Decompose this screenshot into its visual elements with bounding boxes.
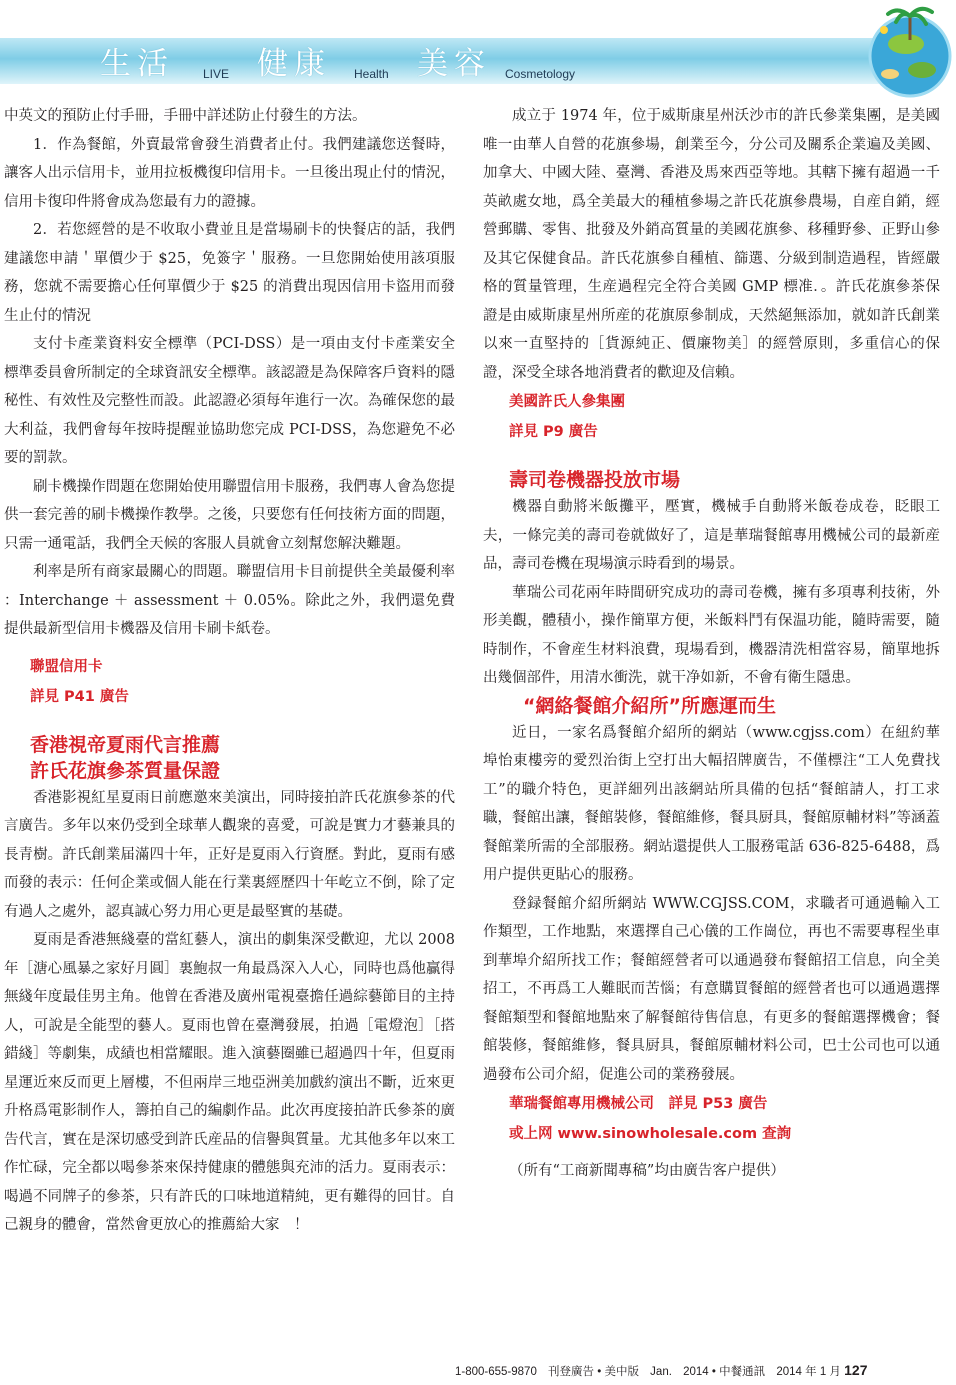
footer-publication: 刊登廣告 • 美中版 — [548, 1366, 639, 1378]
article-paragraph: 香港影視紅星夏雨日前應邀來美演出，同時接拍許氏花旗參茶的代言廣告。多年以來仍受到全球華人觀衆的喜愛，可說是實力才藝兼具的長青樹。許氏創業届滿四十年，正好是夏雨入行資歷。對此，夏雨有感而發的表示：任何企業或個人能在行業裏經歷四十年屹立不倒，除了定有過人之處外，認真誠心努力用心更是最堅實的基礎。 — [4, 789, 455, 920]
article-paragraph: 登録餐館介紹所網站 WWW.CGJSS.COM，求職者可通過輸入工作類型，工作地點，來選擇自己心儀的工作崗位，再也不需要專程坐車到華埠介紹所找工作；餐館經營者可以通過發布餐館招工信息，向全美招工，不再爲工人難眠而苦惱；有意購買餐館的經營者也可以通過選擇餐館類型和餐館地點來了解餐館待售信息，有更多的餐館選擇機會；餐館裝修，餐館維修，餐具厨具，餐館原輔材料公司，巴士公司也可以通過發布公司介紹，促進公司的業務發展。 — [483, 895, 940, 1083]
section-label-cosmetology-cn: 美容 — [417, 46, 491, 82]
article-paragraph: 夏雨是香港無綫臺的當紅藝人，演出的劇集深受歡迎，尤以 2008 年［溏心風暴之家好月圓］裏鮑叔一角最爲深入人心，同時也爲他贏得無綫年度最佳男主角。他曾在香港及廣州電視臺擔任過綜藝節目的主持人，可說是全能型的藝人。夏雨也曾在臺灣發展，拍過［電燈泡］［搭錯綫］等劇集，成績也相當耀眼。進入演藝圈雖已超過四十年，但夏雨星運近來反而更上層樓，不但兩岸三地亞洲美加戲約演出不斷，近來更升格爲電影制作人，籌拍自己的編劇作品。此次再度接拍許氏參茶的廣告代言，實在是深切感受到許氏産品的信譽與質量。尤其他多年以來工作忙碌，完全都以喝參茶來保持健康的體態與充沛的活力。夏雨表示：喝過不同牌子的參茶，只有許氏的口味地道精純，更有難得的回甘。自己親身的體會，當然會更放心的推薦給大家 ！ — [4, 932, 455, 1233]
advertiser-name: 聯盟信用卡 — [30, 658, 103, 675]
footer-publication-name: • 中餐通訊 — [711, 1366, 766, 1378]
section-label-live-cn: 生活 — [100, 46, 174, 82]
article-paragraph: 機器自動將米飯攤平，壓實，機械手自動將米飯卷成卷，眨眼工夫，一條完美的壽司卷就做好了，這是華瑞餐館專用機械公司的最新産品，壽司卷機在現場演示時看到的場景。 — [483, 499, 940, 572]
article-headline: 許氏花旗參茶質量保證 — [30, 759, 221, 782]
globe-island-icon — [860, 0, 956, 100]
article-paragraph: 支付卡產業資料安全標準（PCI-DSS）是一項由支付卡產業安全標準委員會所制定的全球資訊安全標準。該認證是為保障客戶資料的隱秘性、有效性及完整性而設。此認證必須每年進行一次。為確保您的最大利益，我們會每年按時提醒並協助您完成 PCI-DSS，為您避免不必要的罰款。 — [4, 336, 455, 466]
article-headline: “網絡餐館介紹所”所應運而生 — [523, 694, 776, 717]
advertiser-name: 華瑞餐館專用機械公司 詳見 P53 廣告 — [509, 1096, 768, 1112]
section-label-health-en: Health — [354, 67, 389, 81]
ad-page-reference: 詳見 P9 廣告 — [509, 424, 598, 440]
article-paragraph: 2．若您經營的是不收取小費並且是當場刷卡的快餐店的話，我們建議您申請＇單價少于 $25，免簽字＇服務。一旦您開始使用該項服務，您就不需要擔心任何單價少于 $25 的消費出現因信用卡盜用而發生止付的情況 — [4, 222, 455, 324]
article-headline: 香港視帝夏雨代言推薦 — [30, 733, 221, 756]
footer-date: 2014 年 1 月 — [776, 1366, 841, 1378]
section-label-health-cn: 健康 — [257, 46, 331, 82]
ad-page-reference: 詳見 P41 廣告 — [30, 688, 129, 705]
article-paragraph: 利率是所有商家最關心的問題。聯盟信用卡目前提供全美最優利率 ：Interchange ＋ assessment ＋ 0.05%。除此之外，我們還免費提供最新型信用卡機器及信用卡刷卡紙卷。 — [4, 564, 455, 637]
section-label-cosmetology-en: Cosmetology — [505, 67, 576, 81]
advertiser-name: 美國許氏人參集團 — [509, 394, 625, 410]
section-label-live-en: LIVE — [203, 67, 230, 81]
article-paragraph: 刷卡機操作問題在您開始使用聯盟信用卡服務，我們專人會為您提供一套完善的刷卡機操作教學。之後，只要您有任何技術方面的問題，只需一通電話，我們全天候的客服人員就會立刻幫您解決難題。 — [4, 478, 455, 552]
article-paragraph: 1．作為餐館，外賣最常會發生消費者止付。我們建議您送餐時，讓客人出示信用卡，並用拉板機復印信用卡。一旦後出現止付的情況，信用卡復印件將會成為您最有力的證據。 — [4, 136, 455, 210]
article-paragraph: 成立于 1974 年，位于威斯康星州沃沙市的許氏參業集團，是美國唯一由華人自營的花旗參場，創業至今，分公司及關系企業遍及美國、加拿大、中國大陸、臺灣、香港及馬來西亞等地。其轄下擁有超過一千英畝處女地，爲全美最大的種植參場之許氏花旗參農場，自産自銷，經營郵購、零售、批發及外銷高質量的美國花旗參、移種野參、正野山參及其它保健食品。許氏花旗參自種植、篩選、分級到制造過程，皆經嚴格的質量管理，生産過程完全符合美國 GMP 標准．。許氏花旗參茶保證是由威斯康星州所産的花旗原參制成，天然絕無添加，就如許氏創業以來一直堅持的［貨源純正、價廉物美］的經營原則，多重信心的保證，深受全球各地消費者的歡迎及信賴。 — [483, 108, 940, 381]
left-column — [4, 102, 455, 1240]
footer-phone: 1-800-655-9870 — [455, 1366, 537, 1378]
article-paragraph: 近日，一家名爲餐館介紹所的網站（www.cgjss.com）在紐約華埠怡東樓旁的愛烈治街上空打出大幅招牌廣告，不僅標注“工人免費找工”的職介特色，更詳細列出該網站所具備的包括“餐館請人，打工求職，餐館出讓，餐館裝修，餐館維修，餐具厨具，餐館原輔材料”等涵蓋餐館業所需的全部服務。網站還提供人工服務電話 636-825-6488，爲用户提供更貼心的服務。 — [483, 724, 940, 883]
right-column — [483, 102, 940, 1186]
article-headline: 壽司卷機器投放市場 — [509, 469, 681, 491]
footer-month: Jan. — [650, 1366, 672, 1378]
footer-year: 2014 — [683, 1366, 709, 1378]
page-number: 127 — [844, 1362, 868, 1378]
article-paragraph: 華瑞公司花兩年時間研究成功的壽司卷機，擁有多項專利技術，外形美觀，體積小，操作簡單方便，米飯料鬥有保温功能，隨時需要，隨時制作，不會産生材料浪費，現場看到，機器清洗相當容易，簡單地拆出幾個部件，用清水衝洗，就干净如新，不會有衛生隱患。 — [483, 584, 940, 686]
article-paragraph: 中英文的預防止付手冊，手冊中詳述防止付發生的方法。 — [4, 108, 367, 124]
advertiser-website: 或上网 www.sinowholesale.com 查詢 — [509, 1126, 792, 1142]
page-footer — [455, 1362, 939, 1380]
source-note: （所有“工商新聞專稿”均由廣告客户提供） — [509, 1163, 785, 1179]
